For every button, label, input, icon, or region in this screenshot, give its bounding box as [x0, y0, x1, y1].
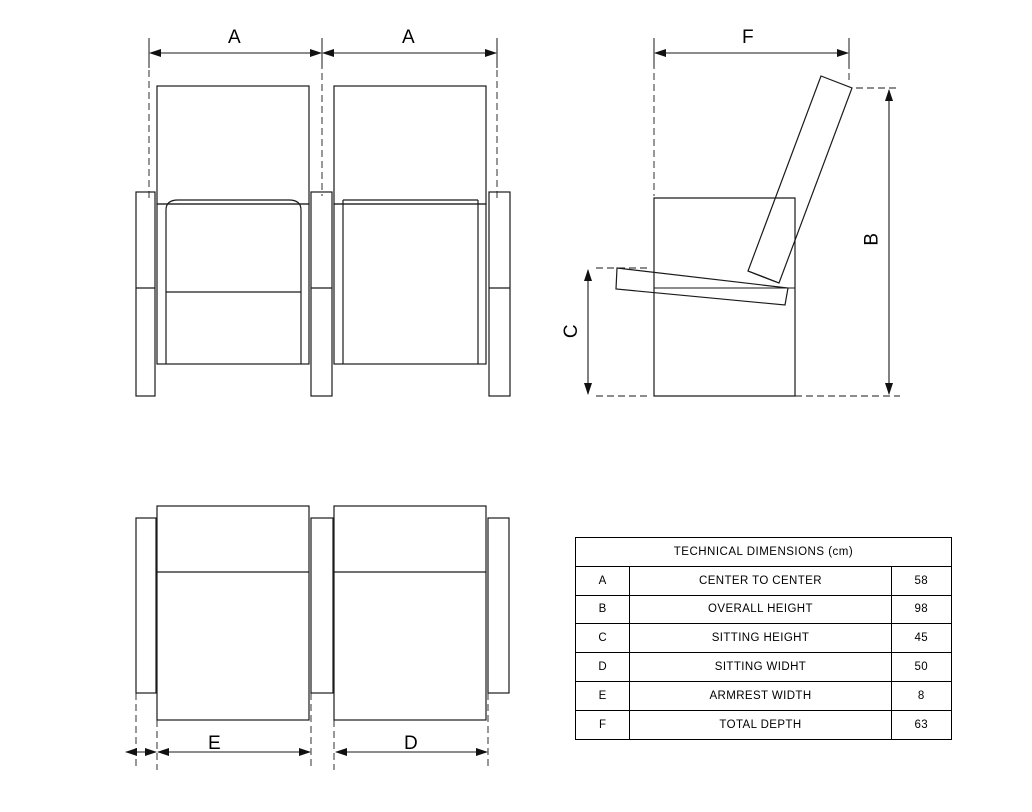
row-value: 8	[891, 681, 951, 710]
row-name: SITTING WIDHT	[630, 653, 891, 682]
row-value: 63	[891, 710, 951, 739]
dimension-label-a-left: A	[228, 27, 242, 48]
row-value: 45	[891, 624, 951, 653]
row-key: B	[576, 595, 630, 624]
technical-dimensions-table	[575, 537, 952, 740]
row-value: 98	[891, 595, 951, 624]
row-key: C	[576, 624, 630, 653]
row-name: CENTER TO CENTER	[630, 566, 891, 595]
table-row	[576, 595, 952, 624]
table-row	[576, 710, 952, 739]
table-row	[576, 681, 952, 710]
row-name: SITTING HEIGHT	[630, 624, 891, 653]
dimension-label-c: C	[561, 323, 583, 339]
table-row	[576, 653, 952, 682]
dimension-label-d: D	[404, 733, 419, 754]
row-key: D	[576, 653, 630, 682]
table-header-row	[576, 538, 952, 567]
table-title: TECHNICAL DIMENSIONS (cm)	[576, 538, 952, 567]
row-name: TOTAL DEPTH	[630, 710, 891, 739]
plan-view	[126, 506, 509, 770]
row-key: F	[576, 710, 630, 739]
row-key: A	[576, 566, 630, 595]
table-row	[576, 624, 952, 653]
dimension-label-e: E	[208, 733, 222, 754]
row-name: OVERALL HEIGHT	[630, 595, 891, 624]
row-name: ARMREST WIDTH	[630, 681, 891, 710]
dimension-label-f: F	[742, 27, 755, 48]
side-view	[588, 38, 900, 396]
row-value: 58	[891, 566, 951, 595]
row-value: 50	[891, 653, 951, 682]
row-key: E	[576, 681, 630, 710]
table-row	[576, 566, 952, 595]
front-view	[136, 38, 510, 396]
dimension-label-a-right: A	[402, 27, 416, 48]
dimension-label-b: B	[861, 232, 883, 246]
